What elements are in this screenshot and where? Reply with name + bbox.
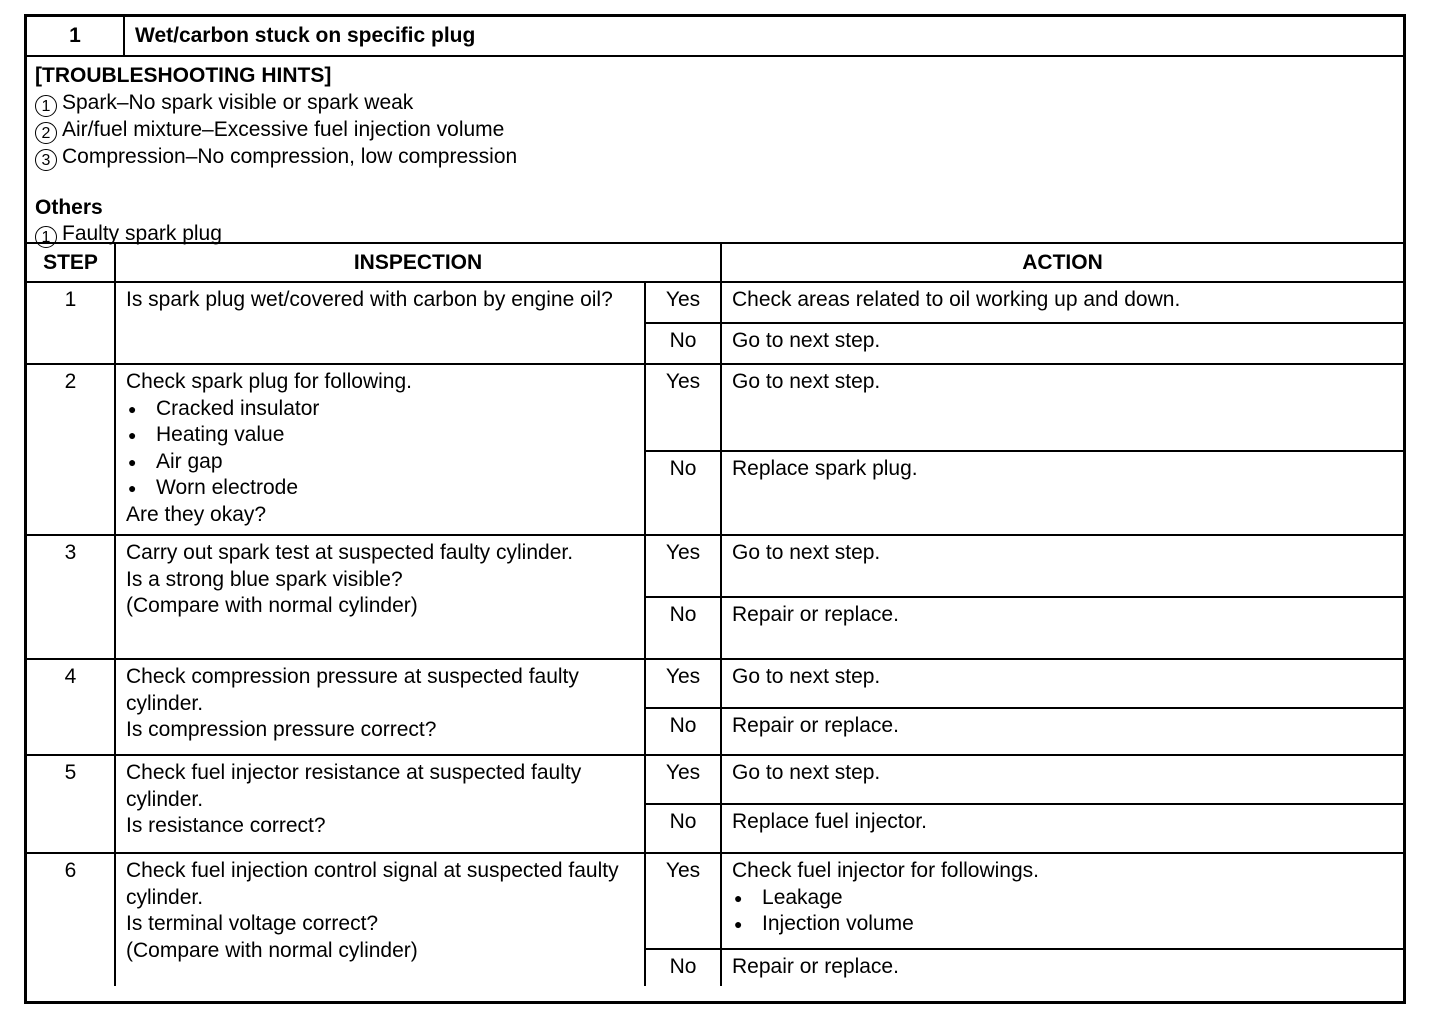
- others-title: Others: [35, 195, 103, 219]
- yes-action: Go to next step.: [732, 541, 881, 564]
- yes-action-cell: [721, 755, 1403, 804]
- yes-action: Go to next step.: [732, 370, 881, 393]
- yes-action-cell: [721, 535, 1403, 597]
- inspection-text: Check spark plug for following.: [126, 370, 412, 393]
- table-row: [27, 282, 1403, 323]
- table-row: [27, 755, 1403, 804]
- yes-action-cell: [721, 282, 1403, 323]
- inspection-cell: [115, 364, 645, 535]
- step-number: 4: [27, 659, 115, 755]
- no-action: Repair or replace.: [721, 597, 1403, 659]
- troubleshooting-hints: [27, 57, 1403, 244]
- steps-table: [27, 244, 1403, 986]
- no-label: No: [645, 597, 721, 659]
- inspection-text: (Compare with normal cylinder): [126, 938, 418, 962]
- step-number: 2: [27, 364, 115, 535]
- inspection-text: (Compare with normal cylinder): [126, 594, 418, 617]
- no-label: No: [645, 451, 721, 535]
- inspection-cell: [115, 853, 645, 986]
- inspection-bullet: ● Worn electrode: [126, 475, 634, 502]
- header-table: [27, 17, 1403, 57]
- yes-label: Yes: [645, 535, 721, 597]
- step-number: 5: [27, 755, 115, 853]
- yes-action: Go to next step.: [732, 665, 881, 688]
- yes-label: Yes: [645, 364, 721, 451]
- column-header-step: STEP: [27, 244, 115, 282]
- inspection-cell: [115, 659, 645, 755]
- no-action: Replace fuel injector.: [721, 804, 1403, 853]
- yes-action: Check areas related to oil working up and down.: [732, 288, 1181, 311]
- inspection-bullet: ● Heating value: [126, 422, 634, 449]
- table-row: [27, 853, 1403, 949]
- yes-action-cell: [721, 659, 1403, 708]
- no-action: Repair or replace.: [732, 955, 899, 978]
- no-label: No: [645, 804, 721, 853]
- inspection-text: Is spark plug wet/covered with carbon by engine oil?: [126, 288, 613, 311]
- table-row: [27, 535, 1403, 597]
- circled-number: 1: [35, 226, 57, 248]
- step-number: 1: [27, 282, 115, 364]
- hints-title: [TROUBLESHOOTING HINTS]: [35, 64, 332, 87]
- inspection-text: Carry out spark test at suspected faulty cylinder.: [126, 541, 574, 564]
- column-header-action: ACTION: [721, 244, 1403, 282]
- yes-label: Yes: [645, 755, 721, 804]
- troubleshooting-document: [24, 14, 1406, 1004]
- table-row: [27, 364, 1403, 451]
- no-action: Replace spark plug.: [721, 451, 1403, 535]
- inspection-text: Check compression pressure at suspected faulty cylinder.: [126, 665, 579, 715]
- no-action: Repair or replace.: [721, 708, 1403, 755]
- inspection-cell: [115, 282, 645, 364]
- inspection-bullet: ● Air gap: [126, 449, 634, 476]
- hint-text: Spark–No spark visible or spark weak: [62, 90, 414, 114]
- circled-number: 2: [35, 122, 57, 144]
- inspection-text: Is terminal voltage correct?: [126, 912, 379, 935]
- inspection-text: Is resistance correct?: [126, 814, 326, 837]
- inspection-text: Check fuel injector resistance at suspected faulty cylinder.: [126, 761, 582, 811]
- yes-action: Check fuel injector for followings.: [732, 859, 1039, 882]
- inspection-cell: [115, 755, 645, 853]
- column-header-inspection: INSPECTION: [115, 244, 721, 282]
- inspection-bullet: ● Cracked insulator: [126, 396, 634, 423]
- yes-label: Yes: [645, 853, 721, 949]
- other-text: Faulty spark plug: [62, 222, 222, 245]
- inspection-text: Is compression pressure correct?: [126, 718, 437, 741]
- yes-label: Yes: [645, 282, 721, 323]
- no-label: No: [645, 323, 721, 364]
- step-number: 3: [27, 535, 115, 659]
- yes-action-cell: [721, 853, 1403, 949]
- circled-number: 1: [35, 95, 57, 117]
- step-number: 6: [27, 853, 115, 986]
- hint-item: [35, 144, 1395, 171]
- action-bullet: ● Leakage: [732, 885, 1393, 912]
- yes-action: Go to next step.: [732, 761, 881, 784]
- table-row: [27, 659, 1403, 708]
- inspection-question: Are they okay?: [126, 502, 267, 526]
- procedure-number: 1: [27, 17, 124, 56]
- inspection-text: Check fuel injection control signal at suspected faulty cylinder.: [126, 859, 619, 909]
- yes-label: Yes: [645, 659, 721, 708]
- procedure-title: Wet/carbon stuck on specific plug: [124, 17, 1403, 56]
- yes-action-cell: [721, 364, 1403, 451]
- hint-item: [35, 117, 1395, 144]
- action-bullet: ● Injection volume: [732, 911, 1393, 938]
- circled-number: 3: [35, 149, 57, 171]
- no-action: Go to next step.: [721, 323, 1403, 364]
- inspection-cell: [115, 535, 645, 659]
- hint-item: [35, 90, 1395, 117]
- hint-text: Air/fuel mixture–Excessive fuel injection volume: [62, 117, 505, 141]
- no-label: No: [645, 949, 721, 986]
- hint-text: Compression–No compression, low compression: [62, 144, 518, 168]
- no-label: No: [645, 708, 721, 755]
- inspection-text: Is a strong blue spark visible?: [126, 567, 403, 591]
